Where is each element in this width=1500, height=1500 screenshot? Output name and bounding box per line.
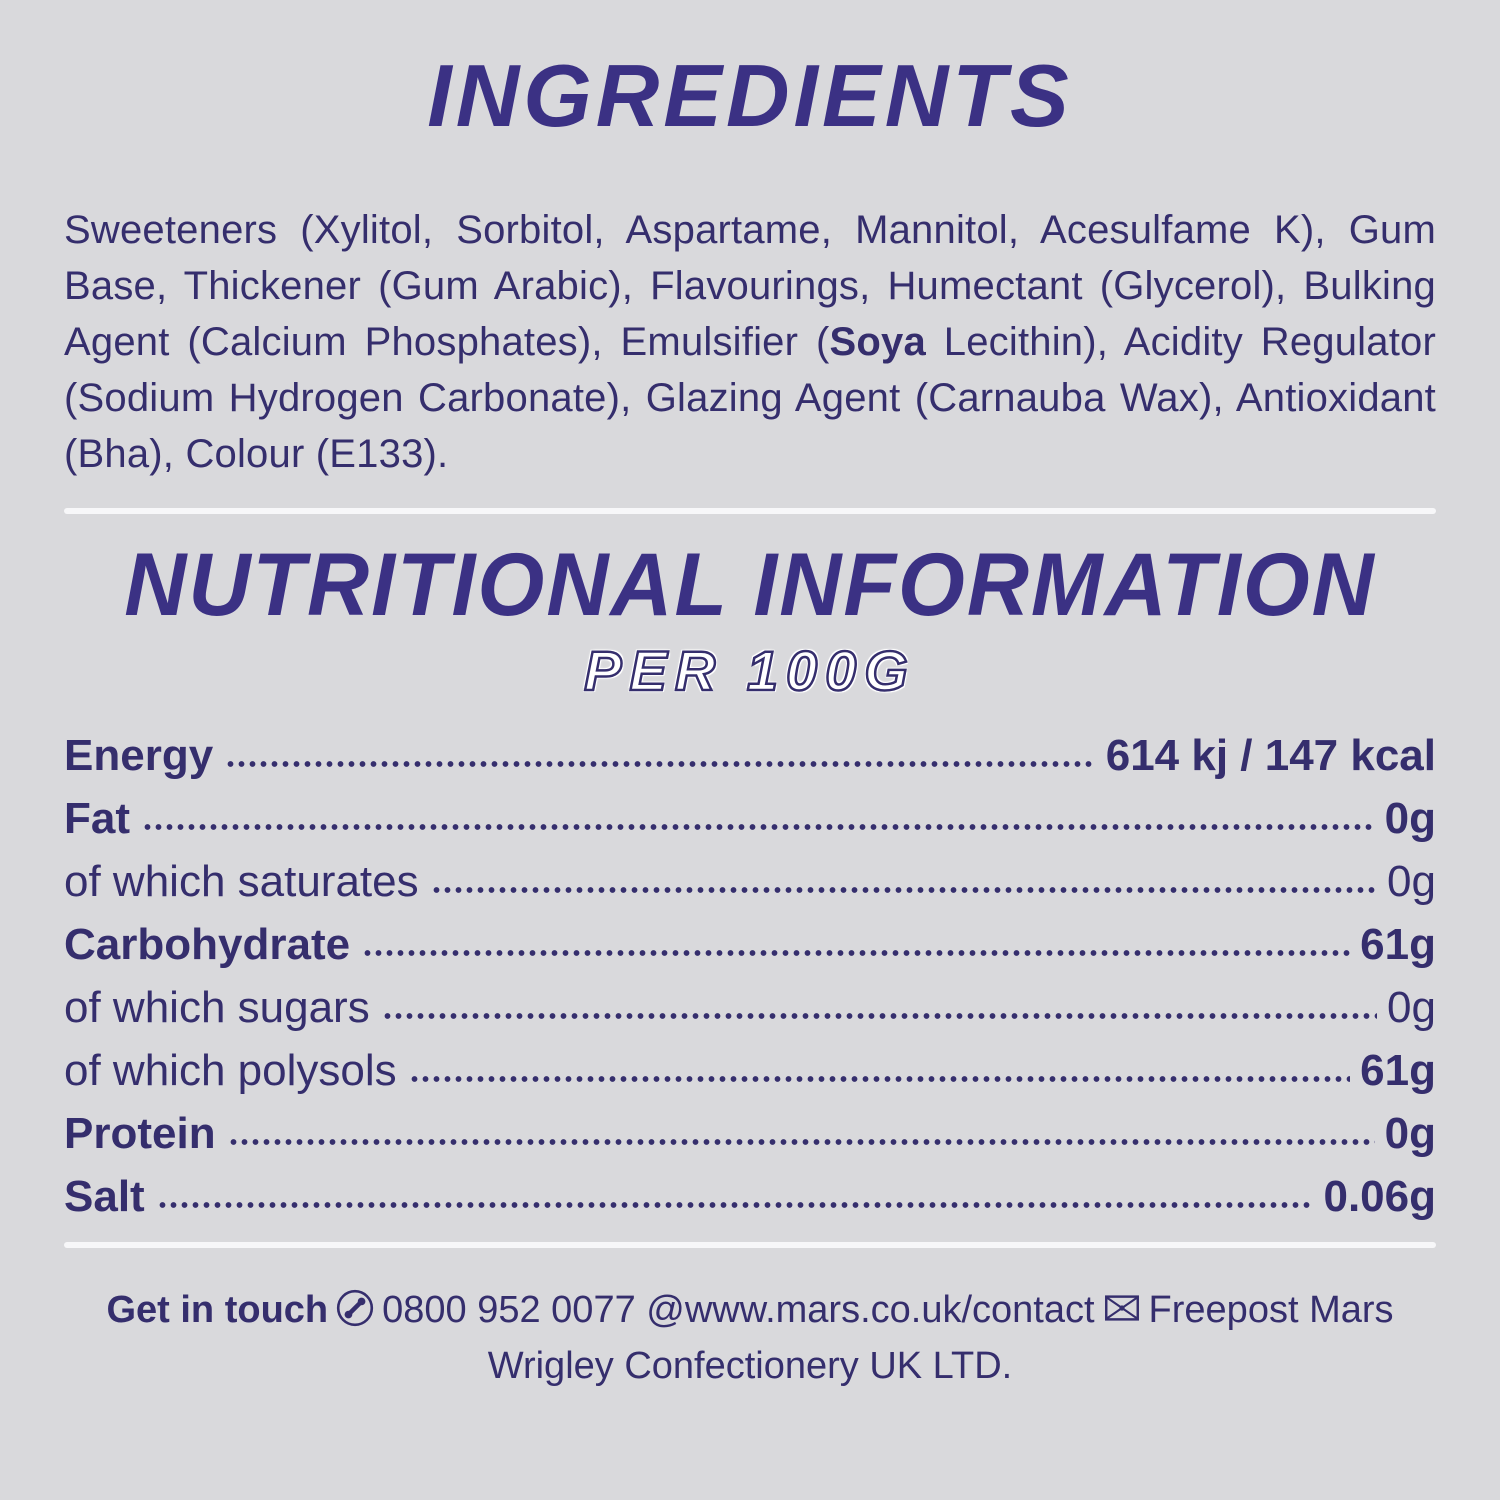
phone-circle-icon [334,1287,376,1329]
nutrition-row [64,733,1436,779]
section-divider-top [64,508,1436,514]
nutrition-row [64,922,1436,968]
dotted-leader [225,758,1096,770]
dotted-leader [382,1010,1377,1022]
ingredients-text [64,202,1436,482]
nutrition-row [64,985,1436,1031]
phone-number: 0800 952 0077 [382,1289,636,1331]
dotted-leader [228,1136,1375,1148]
nutrient-value: 0g [1387,983,1436,1032]
nutrient-label: Protein [64,1109,216,1158]
nutrition-row [64,1111,1436,1157]
website-address: @www.mars.co.uk/contact [646,1289,1095,1331]
nutrient-label: of which sugars [64,983,370,1032]
dotted-leader [431,884,1377,896]
nutrient-value: 0g [1387,857,1436,906]
nutrition-table [64,733,1436,1220]
nutrient-value: 0g [1384,1109,1436,1158]
per-100g-subtitle: PER 100G [584,639,916,702]
nutrient-value: 0.06g [1323,1172,1436,1221]
nutrient-label: Energy [64,731,214,780]
nutrient-value: 61g [1360,1046,1436,1095]
nutrition-row [64,1174,1436,1220]
nutrient-value: 614 kj / 147 kcal [1105,731,1436,780]
nutrient-label: Salt [64,1172,145,1221]
ingredients-text-part2: Lecithin), Acidity Regulator (Sodium Hydrogen Carbonate), Glazing Agent (Carnauba Wax), Antioxidant (Bha), Colour (E133). [64,320,1436,476]
contact-footer [85,1282,1415,1394]
section-divider-bottom [64,1242,1436,1248]
dotted-leader [362,947,1350,959]
dotted-leader [409,1073,1351,1085]
nutrition-title: NUTRITIONAL INFORMATION [124,535,1376,635]
nutrient-label: Fat [64,794,130,843]
nutrient-value: 0g [1384,794,1436,843]
nutrient-value: 61g [1360,920,1436,969]
nutrient-label: of which saturates [64,857,419,906]
nutrient-label: of which polysols [64,1046,397,1095]
nutrition-row [64,1048,1436,1094]
nutrient-label: Carbohydrate [64,920,351,969]
postal-address: Freepost Mars Wrigley Confectionery UK LTD. [487,1289,1394,1387]
envelope-icon [1101,1287,1143,1329]
nutrition-row [64,796,1436,842]
dotted-leader [142,821,1375,833]
ingredients-text-part1: Sweeteners (Xylitol, Sorbitol, Aspartame, Mannitol, Acesulfame K), Gum Base, Thickener (Gum Arabic), Flavourings, Humectant (Glycerol), Bulking Agent (Calcium Phosphates), Emulsifier ( [64,208,1436,364]
dotted-leader [157,1199,1314,1211]
nutrition-row [64,859,1436,905]
ingredients-allergen-soya: Soya [829,320,926,364]
get-in-touch-label: Get in touch [106,1289,329,1331]
ingredients-title: INGREDIENTS [427,46,1073,145]
